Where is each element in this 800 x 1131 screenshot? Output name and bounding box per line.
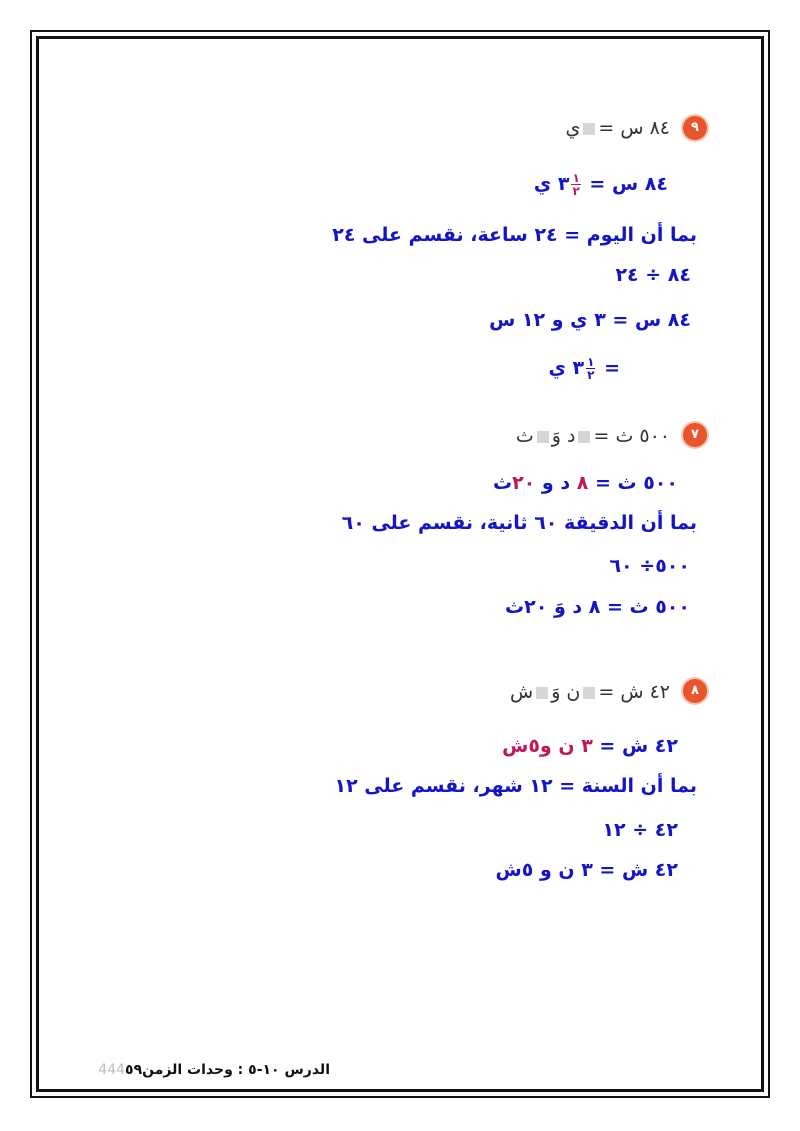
lesson-title: وحدات الزمن <box>142 1062 233 1078</box>
solution-line: ٥٠٠ ث = ٨ د و ٢٠ث <box>492 472 678 494</box>
solution-line: بما أن اليوم = ٢٤ ساعة، نقسم على ٢٤ <box>332 224 697 246</box>
problem-question: ٨٤ س =ي <box>565 117 670 139</box>
answer-blank <box>578 431 590 443</box>
solution-line: ٨٤ ÷ ٢٤ <box>615 264 691 286</box>
problem-number-badge: ٩ <box>683 116 707 140</box>
answer-blank <box>537 431 549 443</box>
fraction: $\frac{١}{٢}$ <box>572 171 580 198</box>
problem-number-badge: ٧ <box>683 423 707 447</box>
answer-blank <box>536 687 548 699</box>
page-number: ٥٩ <box>125 1062 143 1078</box>
answer-blank <box>583 687 595 699</box>
lesson-label: الدرس ١٠-٥ : <box>237 1062 330 1078</box>
problem-question: ٤٢ ش =ن وَش <box>510 681 670 703</box>
solution-line: = $\frac{١}{٢}$ ٣ ي <box>548 355 620 382</box>
solution-line: ٥٠٠÷ ٦٠ <box>609 555 690 577</box>
problem-question: ٥٠٠ ث =د وَث <box>515 425 670 447</box>
page-footer <box>98 1062 330 1078</box>
answer-blank <box>583 123 595 135</box>
fraction: $\frac{١}{٢}$ <box>587 355 595 382</box>
solution-line: ٨٤ س = ٣ ي و ١٢ س <box>489 309 691 331</box>
solution-line: ٤٢ ش = ٣ ن و ٥ش <box>495 859 678 881</box>
footer-faint-text: 444 <box>98 1062 126 1078</box>
solution-line: ٨٤ س = $\frac{١}{٢}$ ٣ ي <box>533 171 668 198</box>
solution-line: ٤٢ ش = ٣ ن و٥ش <box>502 735 678 757</box>
solution-line: بما أن السنة = ١٢ شهر، نقسم على ١٢ <box>334 775 697 797</box>
solution-line: ٤٢ ÷ ١٢ <box>602 819 678 841</box>
problem-number-badge: ٨ <box>683 679 707 703</box>
solution-line: بما أن الدقيقة ٦٠ ثانية، نقسم على ٦٠ <box>341 512 697 534</box>
solution-line: ٥٠٠ ث = ٨ د وَ ٢٠ث <box>505 596 690 618</box>
